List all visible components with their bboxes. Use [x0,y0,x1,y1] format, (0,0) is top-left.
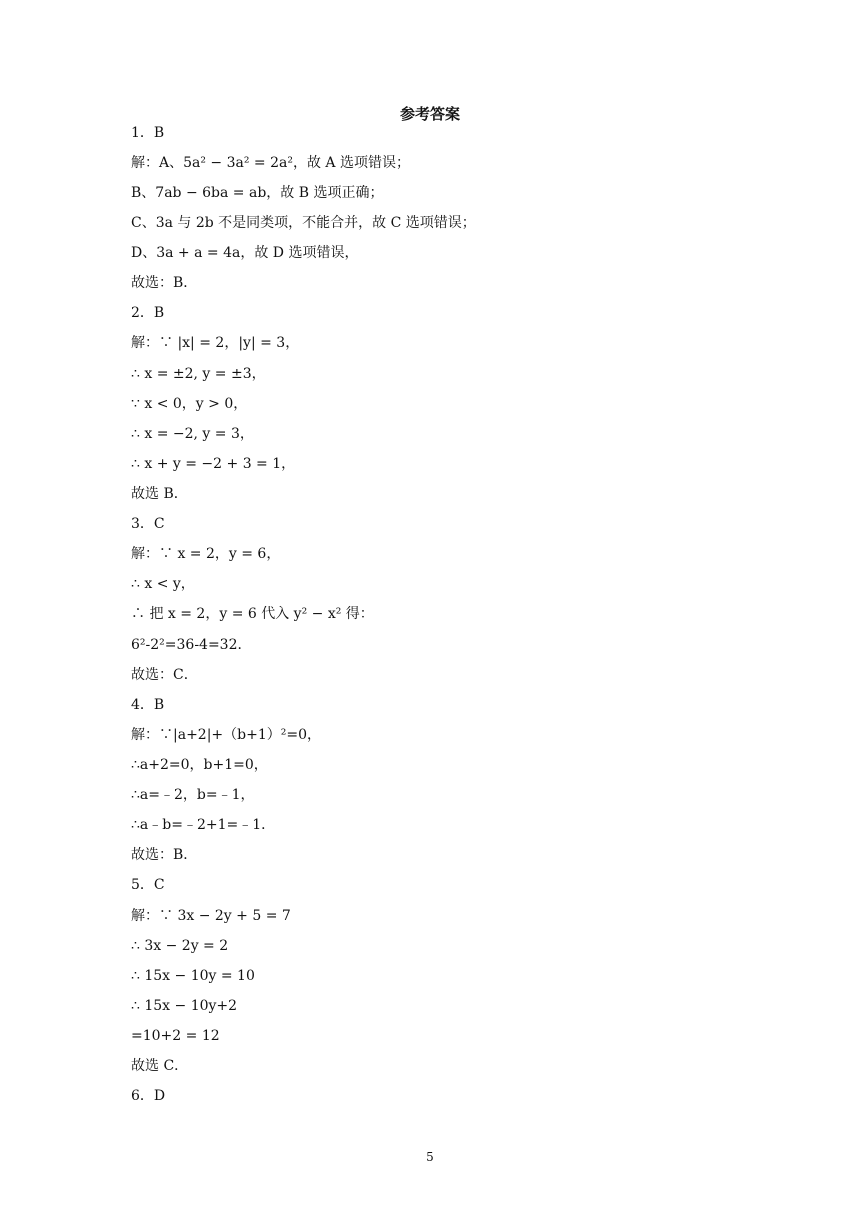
answer-line: 故选：C． [131,667,198,683]
answer-line: ∴ 15x − 10y = 10 [131,968,255,984]
answer-line: =10+2 = 12 [131,1028,220,1044]
answer-line: 解：∵ |x| = 2，|y| = 3， [131,335,300,351]
page-number: 5 [426,1150,434,1164]
answer-line: 故选 C． [131,1058,189,1074]
answer-line: ∴ x = −2, y = 3， [131,426,254,442]
answer-line: 2．B [131,305,165,321]
page-title: 参考答案 [399,105,460,123]
answer-line: B、7ab − 6ba = ab，故 B 选项正确； [131,185,384,201]
answer-line: D、3a + a = 4a，故 D 选项错误， [131,245,359,261]
answer-line: 4．B [131,697,165,713]
answer-line: 5．C [131,877,165,893]
answer-line: 3．C [131,516,165,532]
answer-line: 解：∵|a+2|+（b+1）²=0， [131,727,321,743]
answer-line: ∴ 把 x = 2，y = 6 代入 y² − x² 得： [131,606,374,622]
answer-line: 解：A、5a² − 3a² = 2a²，故 A 选项错误； [131,155,410,171]
answer-line: ∵ x < 0，y > 0， [131,396,248,412]
answer-line: ∴ 3x − 2y = 2 [131,938,229,954]
answer-line: 6²-2²=36-4=32． [131,637,252,653]
answer-line: 故选：B． [131,847,198,863]
answer-line: ∴a﹣b=﹣2+1=﹣1． [131,817,276,833]
answer-line: 解：∵ x = 2，y = 6， [131,546,281,562]
answer-line: C、3a 与 2b 不是同类项，不能合并，故 C 选项错误； [131,215,476,231]
answer-line: ∴ x < y， [131,576,195,592]
answer-line: ∴a=﹣2，b=﹣1， [131,787,255,803]
answer-line: ∴ x + y = −2 + 3 = 1， [131,456,296,472]
answer-line: 解：∵ 3x − 2y + 5 = 7 [131,908,291,924]
answer-line: 故选 B． [131,486,188,502]
answer-line: 故选：B． [131,275,198,291]
answer-line: ∴ 15x − 10y+2 [131,998,238,1014]
answer-line: 1．B [131,125,165,141]
answer-line: 6．D [131,1088,166,1104]
answer-line: ∴ x = ±2, y = ±3， [131,366,266,382]
answer-line: ∴a+2=0，b+1=0， [131,757,268,773]
